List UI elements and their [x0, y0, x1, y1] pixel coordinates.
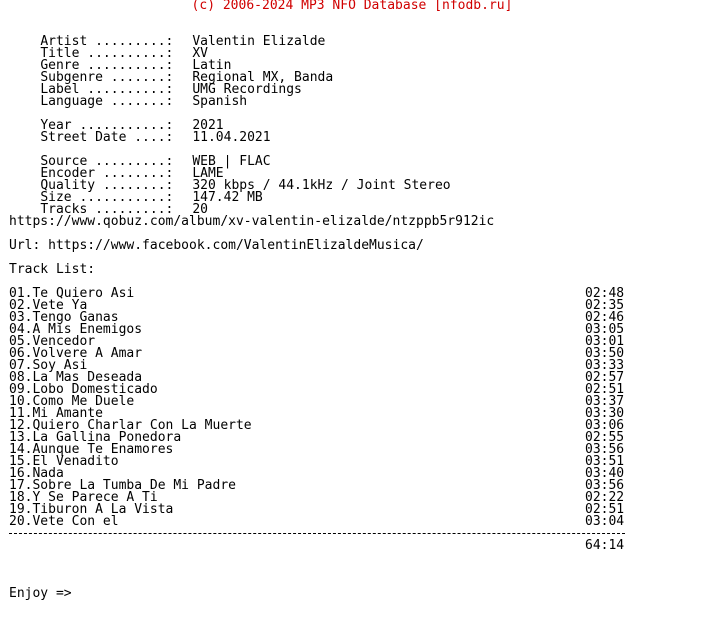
track-row — [9, 288, 669, 300]
track-title: 08.La Mas Deseada — [9, 370, 143, 385]
field-label: Label ..........: — [40, 82, 174, 97]
blank-line — [9, 576, 669, 588]
nfodb-copyright-header: (c) 2006-2024 MP3 NFO Database [nfodb.ru] — [191, 0, 513, 13]
blank-line — [9, 252, 669, 264]
blank-line — [9, 552, 669, 564]
track-title: 05.Vencedor — [9, 334, 96, 349]
track-duration: 02:46 — [585, 310, 625, 325]
track-duration: 03:51 — [585, 454, 625, 469]
track-title: 07.Soy Asi — [9, 358, 88, 373]
track-duration: 03:04 — [585, 514, 625, 529]
track-title: 20.Vete Con el — [9, 514, 119, 529]
track-title: 11.Mi Amante — [9, 406, 103, 421]
track-duration: 02:55 — [585, 430, 625, 445]
track-title: 06.Volvere A Amar — [9, 346, 143, 361]
track-title: 09.Lobo Domesticado — [9, 382, 158, 397]
blank-line — [9, 564, 669, 576]
track-title: 17.Sobre La Tumba De Mi Padre — [9, 478, 236, 493]
field-subgenre — [9, 60, 669, 85]
field-value: 320 kbps / 44.1kHz / Joint Stereo — [192, 178, 451, 193]
track-duration: 03:50 — [585, 346, 625, 361]
total-duration-row — [9, 540, 669, 552]
track-title: 04.A Mis Enemigos — [9, 322, 143, 337]
field-value: 11.04.2021 — [192, 130, 271, 145]
qobuz-link: https://www.qobuz.com/album/xv-valentin-elizalde/ntzppb5r912ic — [9, 214, 495, 229]
field-label: Title ..........: — [40, 46, 174, 61]
track-duration: 03:37 — [585, 394, 625, 409]
track-title: 02.Vete Ya — [9, 298, 88, 313]
field-value: 147.42 MB — [192, 190, 263, 205]
field-label: Artist .........: — [40, 34, 174, 49]
track-row — [9, 396, 669, 408]
total-duration: 64:14 — [585, 538, 625, 553]
track-title: 19.Tiburon A La Vista — [9, 502, 174, 517]
track-list — [9, 288, 669, 528]
track-duration: 03:30 — [585, 406, 625, 421]
track-title: 03.Tengo Ganas — [9, 310, 119, 325]
field-value: WEB | FLAC — [192, 154, 271, 169]
field-language — [9, 84, 669, 109]
track-row — [9, 324, 669, 336]
field-value: Regional MX, Banda — [192, 70, 334, 85]
track-duration: 03:06 — [585, 418, 625, 433]
field-title — [9, 36, 669, 61]
field-value: Spanish — [192, 94, 248, 109]
track-title: 18.Y Se Parece A Ti — [9, 490, 158, 505]
field-tracks — [9, 192, 669, 217]
field-artist — [9, 24, 669, 49]
field-quality — [9, 168, 669, 193]
field-encoder — [9, 156, 669, 181]
track-title: 10.Como Me Duele — [9, 394, 135, 409]
field-label: Year ...........: — [40, 118, 174, 133]
field-label: Language .......: — [40, 94, 174, 109]
track-duration: 03:05 — [585, 322, 625, 337]
track-title: 12.Quiero Charlar Con La Muerte — [9, 418, 252, 433]
field-value: Latin — [192, 58, 232, 73]
field-year — [9, 108, 669, 133]
track-title: 14.Aunque Te Enamores — [9, 442, 174, 457]
field-label: Genre ..........: — [40, 58, 174, 73]
track-title: 16.Nada — [9, 466, 64, 481]
track-duration: 02:22 — [585, 490, 625, 505]
field-street-date — [9, 120, 669, 145]
track-row — [9, 456, 669, 468]
field-value: UMG Recordings — [192, 82, 302, 97]
separator-line — [9, 528, 669, 540]
track-title: 13.La Gallina Ponedora — [9, 430, 182, 445]
enjoy-footer: Enjoy => — [9, 586, 72, 601]
track-title: 15.El Venadito — [9, 454, 119, 469]
track-duration: 02:57 — [585, 370, 625, 385]
facebook-url-line: Url: https://www.facebook.com/ValentinElizaldeMusica/ — [9, 238, 424, 253]
field-label: Quality ........: — [40, 178, 174, 193]
track-duration: 03:56 — [585, 478, 625, 493]
field-label: Street Date ....: — [40, 130, 174, 145]
field-value: XV — [192, 46, 208, 61]
field-value: LAME — [192, 166, 224, 181]
track-duration: 03:40 — [585, 466, 625, 481]
track-duration: 03:56 — [585, 442, 625, 457]
track-duration: 02:48 — [585, 286, 625, 301]
tracklist-heading: Track List: — [9, 262, 96, 277]
field-label-company — [9, 72, 669, 97]
track-row — [9, 348, 669, 360]
track-duration: 03:33 — [585, 358, 625, 373]
field-label: Subgenre .......: — [40, 70, 174, 85]
field-value: 2021 — [192, 118, 224, 133]
field-label: Size ...........: — [40, 190, 174, 205]
track-title: 01.Te Quiero Asi — [9, 286, 135, 301]
track-duration: 02:35 — [585, 298, 625, 313]
field-value: Valentin Elizalde — [192, 34, 326, 49]
field-genre — [9, 48, 669, 73]
track-duration: 03:01 — [585, 334, 625, 349]
field-source — [9, 144, 669, 169]
field-label: Source .........: — [40, 154, 174, 169]
track-duration: 02:51 — [585, 382, 625, 397]
field-label: Encoder ........: — [40, 166, 174, 181]
field-label: Tracks .........: — [40, 202, 174, 217]
nfo-text-block — [9, 24, 669, 600]
field-value: 20 — [192, 202, 208, 217]
track-duration: 02:51 — [585, 502, 625, 517]
track-row — [9, 516, 669, 528]
field-size — [9, 180, 669, 205]
